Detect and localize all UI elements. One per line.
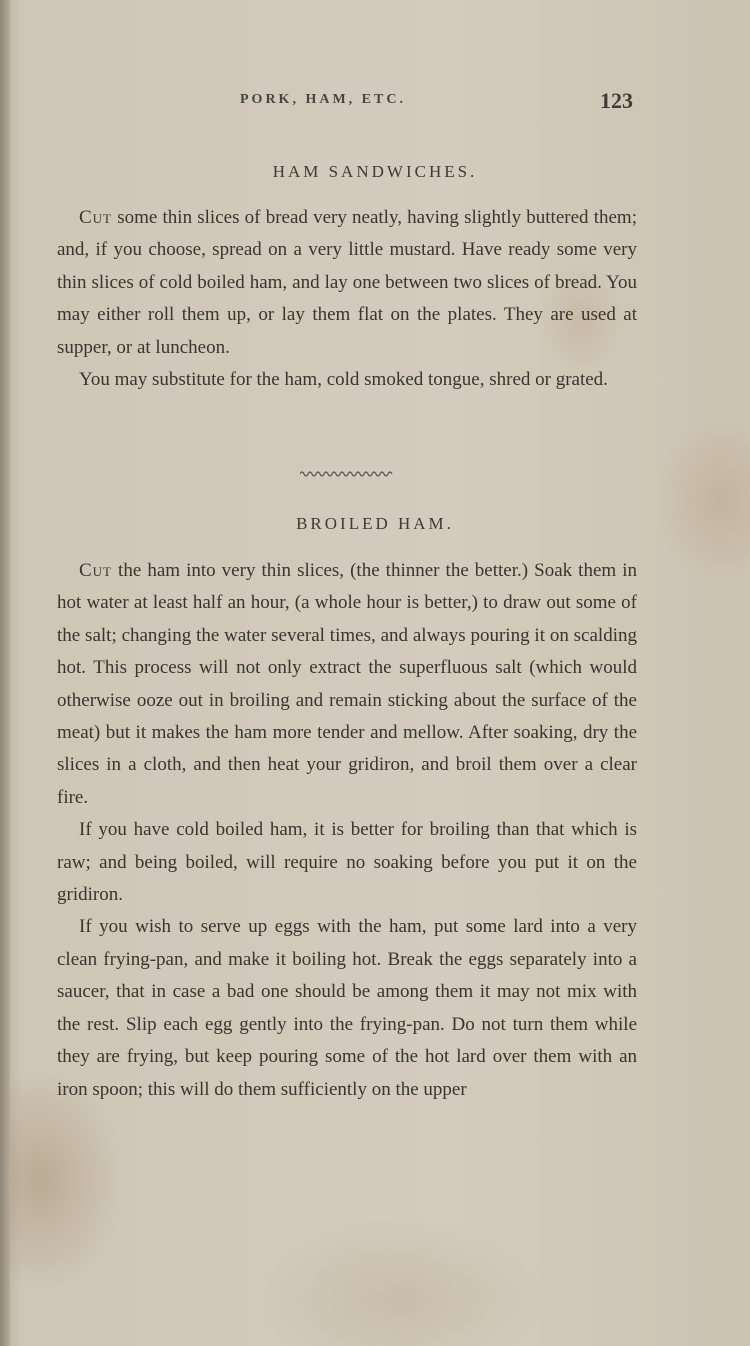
paragraph-lead-word: Cut <box>79 207 113 228</box>
paragraph <box>57 364 637 396</box>
page-number: 123 <box>600 88 633 113</box>
paragraph-text: some thin slices of bread very neatly, having slightly buttered them; and, if you choose, spread on a very little mustard. Have ready some very thin slices of cold boiled ham, and lay one between two slices of bread. You may either roll them up, or lay them flat on the plates. They are used at supper, or at luncheon. <box>57 207 637 358</box>
paragraph <box>57 555 637 814</box>
paragraph-text: If you wish to serve up eggs with the ham, put some lard into a very clean frying-pan, and make it boiling hot. Break the eggs separately into a saucer, that in case a bad one should be among them it may not mix with the rest. Slip each egg gently into the frying-pan. Do not turn them while they are frying, but keep pouring some of the hot lard over them with an iron spoon; this will do them sufficiently on the upper <box>57 916 637 1100</box>
paragraph <box>57 814 637 911</box>
section-title-ham-sandwiches: HAM SANDWICHES. <box>272 162 478 181</box>
section-body-broiled-ham <box>57 555 637 1106</box>
running-head: PORK, HAM, ETC. <box>240 92 406 107</box>
paragraph-text: the ham into very thin slices, (the thinner the better.) Soak them in hot water at least half an hour, (a whole hour is better,) to draw out some of the salt; changing the water several times, and always pouring it on scalding hot. This process will not only extract the superfluous salt (which would otherwise ooze out in broiling and remain sticking about the surface of the meat) but it makes the ham more tender and mellow. After soaking, dry the slices in a cloth, and then heat your gridiron, and broil them over a clear fire. <box>57 560 637 808</box>
book-spine-edge <box>0 0 10 1346</box>
section-divider-ornament <box>300 470 394 478</box>
paragraph <box>57 202 637 364</box>
paragraph-lead-word: Cut <box>79 560 113 581</box>
paragraph-text: If you have cold boiled ham, it is better for broiling than that which is raw; and being boiled, will require no soaking before you put it on the gridiron. <box>57 819 637 906</box>
section-title-broiled-ham: BROILED HAM. <box>296 514 454 533</box>
section-body-ham-sandwiches <box>57 202 637 396</box>
paragraph <box>57 911 637 1105</box>
paragraph-text: You may substitute for the ham, cold smoked tongue, shred or grated. <box>79 369 608 391</box>
